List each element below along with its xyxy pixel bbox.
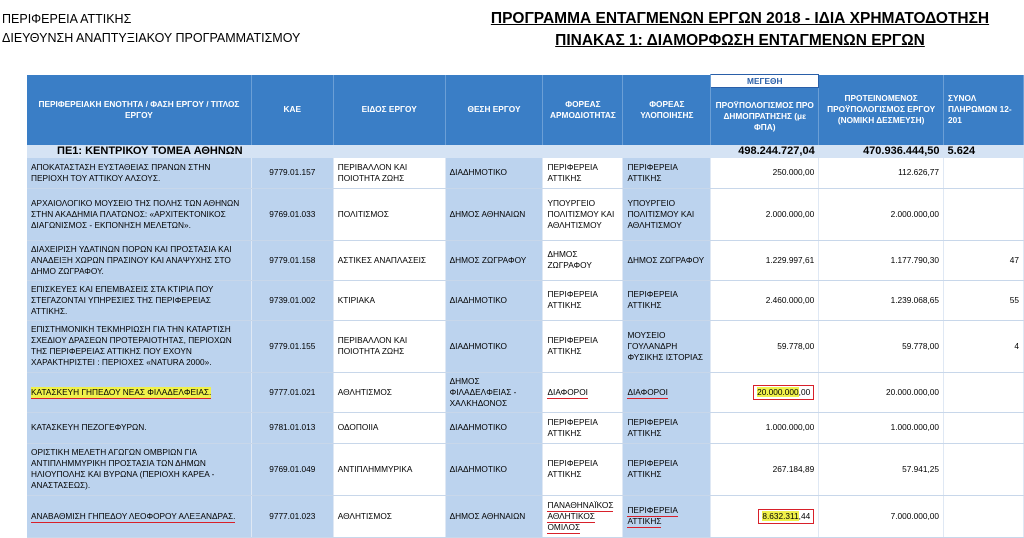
project-payments — [944, 158, 1024, 189]
project-kae: 9781.01.013 — [251, 412, 333, 443]
project-payments — [944, 412, 1024, 443]
project-payments — [944, 372, 1024, 412]
competent-underlined: ΠΑΝΑΘΗΝΑΪΚΟΣ ΑΘΛΗΤΙΚΟΣ ΟΜΙΛΟΣ — [547, 499, 614, 532]
project-type: ΑΣΤΙΚΕΣ ΑΝΑΠΛΑΣΕΙΣ — [333, 240, 445, 280]
project-competent: ΠΕΡΙΦΕΡΕΙΑ ΑΤΤΙΚΗΣ — [543, 280, 623, 320]
project-title — [27, 372, 251, 412]
table-row — [27, 158, 1024, 189]
project-budget: 250.000,00 — [711, 158, 819, 189]
project-location: ΔΙΑΔΗΜΟΤΙΚΟ — [445, 320, 543, 372]
project-proposed: 2.000.000,00 — [819, 188, 944, 240]
project-competent: ΠΕΡΙΦΕΡΕΙΑ ΑΤΤΙΚΗΣ — [543, 320, 623, 372]
project-title: ΑΠΟΚΑΤΑΣΤΑΣΗ ΕΥΣΤΑΘΕΙΑΣ ΠΡΑΝΩΝ ΣΤΗΝ ΠΕΡΙΟΧΗ ΤΟΥ ΑΤΤΙΚΟΥ ΑΛΣΟΥΣ. — [27, 158, 251, 189]
project-type: ΑΘΛΗΤΙΣΜΟΣ — [333, 495, 445, 537]
project-implementer: ΥΠΟΥΡΓΕΙΟ ΠΟΛΙΤΙΣΜΟΥ ΚΑΙ ΑΘΛΗΤΙΣΜΟΥ — [623, 188, 711, 240]
project-location: ΔΙΑΔΗΜΟΤΙΚΟ — [445, 280, 543, 320]
region-name: ΠΕΡΙΦΕΡΕΙΑ ΑΤΤΙΚΗΣ — [2, 12, 132, 26]
project-title: ΕΠΙΣΤΗΜΟΝΙΚΗ ΤΕΚΜΗΡΙΩΣΗ ΓΙΑ ΤΗΝ ΚΑΤΑΡΤΙΣΗ ΣΧΕΔΙΟΥ ΔΡΑΣΕΩΝ ΠΡΟΤΕΡΑΙΟΤΗΤΑΣ, ΠΕΡΙΟΧΩΝ ΤΗΣ ΠΕΡΙΦΕΡΕΙΑΣ ΑΤΤΙΚΗΣ ΠΟΥ ΕΧΟΥΝ ΧΑΡΑΚΤΗΡΙΣΤΕΙ : ΠΕΡΙΟΧΕΣ «NATURA 2000». — [27, 320, 251, 372]
project-kae: 9779.01.158 — [251, 240, 333, 280]
project-type: ΠΕΡΙΒΑΛΛΟΝ ΚΑΙ ΠΟΙΟΤΗΤΑ ΖΩΗΣ — [333, 158, 445, 189]
project-proposed: 7.000.000,00 — [819, 495, 944, 537]
project-title: ΟΡΙΣΤΙΚΗ ΜΕΛΕΤΗ ΑΓΩΓΩΝ ΟΜΒΡΙΩΝ ΓΙΑ ΑΝΤΙΠΛΗΜΜΥΡΙΚΗ ΠΡΟΣΤΑΣΙΑ ΤΩΝ ΔΗΜΩΝ ΗΛΙΟΥΠΟΛΗΣ ΚΑΙ ΒΥΡΩΝΑ (ΠΕΡΙΟΧΗ ΚΑΡΕΑ - ΑΝΑΣΤΑΣΕΩΣ). — [27, 443, 251, 495]
col-header-budget: ΠΡΟΫΠΟΛΟΓΙΣΜΟΣ ΠΡΟ ΔΗΜΟΠΡΑΤΗΣΗΣ (με ΦΠΑ) — [711, 88, 819, 145]
project-proposed: 20.000.000,00 — [819, 372, 944, 412]
project-budget: 1.229.997,61 — [711, 240, 819, 280]
project-competent — [543, 372, 623, 412]
project-kae: 9739.01.002 — [251, 280, 333, 320]
col-header-payments: ΣΥΝΟΛ ΠΛΗΡΩΜΩΝ 12-201 — [944, 75, 1024, 145]
project-title — [27, 495, 251, 537]
project-payments: 47 — [944, 240, 1024, 280]
project-location: ΔΙΑΔΗΜΟΤΙΚΟ — [445, 443, 543, 495]
project-kae: 9779.01.155 — [251, 320, 333, 372]
project-kae: 9769.01.049 — [251, 443, 333, 495]
project-competent: ΠΕΡΙΦΕΡΕΙΑ ΑΤΤΙΚΗΣ — [543, 412, 623, 443]
project-location: ΔΗΜΟΣ ΖΩΓΡΑΦΟΥ — [445, 240, 543, 280]
project-payments: 4 — [944, 320, 1024, 372]
project-budget: 1.000.000,00 — [711, 412, 819, 443]
project-budget: 2.000.000,00 — [711, 188, 819, 240]
underlined-title: ΑΝΑΒΑΘΜΙΣΗ ΓΗΠΕΔΟΥ ΛΕΟΦΟΡΟΥ ΑΛΕΞΑΝΔΡΑΣ. — [31, 510, 236, 521]
document-title — [420, 8, 1024, 52]
project-title: ΚΑΤΑΣΚΕΥΗ ΠΕΖΟΓΕΦΥΡΩΝ. — [27, 412, 251, 443]
project-budget — [711, 372, 819, 412]
project-location: ΔΗΜΟΣ ΑΘΗΝΑΙΩΝ — [445, 495, 543, 537]
project-title: ΑΡΧΑΙΟΛΟΓΙΚΟ ΜΟΥΣΕΙΟ ΤΗΣ ΠΟΛΗΣ ΤΩΝ ΑΘΗΝΩΝ ΣΤΗΝ ΑΚΑΔΗΜΙΑ ΠΛΑΤΩΝΟΣ: «ΑΡΧΙΤΕΚΤΟΝΙΚΟΣ ΔΙΑΓΩΝΙΣΜΟΣ - ΕΚΠΟΝΗΣΗ ΜΕΛΕΤΩΝ». — [27, 188, 251, 240]
project-implementer: ΠΕΡΙΦΕΡΕΙΑ ΑΤΤΙΚΗΣ — [623, 158, 711, 189]
project-kae: 9769.01.033 — [251, 188, 333, 240]
project-competent — [543, 495, 623, 537]
project-payments: 55 — [944, 280, 1024, 320]
section-label: ΠΕ1: ΚΕΝΤΡΙΚΟΥ ΤΟΜΕΑ ΑΘΗΝΩΝ — [27, 145, 711, 158]
project-title: ΔΙΑΧΕΙΡΙΣΗ ΥΔΑΤΙΝΩΝ ΠΟΡΩΝ ΚΑΙ ΠΡΟΣΤΑΣΙΑ ΚΑΙ ΑΝΑΔΕΙΞΗ ΧΩΡΩΝ ΠΡΑΣΙΝΟΥ ΚΑΙ ΑΝΑΨΥΧΗΣ ΣΤΟ ΔΗΜΟ ΖΩΓΡΑΦΟΥ. — [27, 240, 251, 280]
project-budget: 59.778,00 — [711, 320, 819, 372]
project-type: ΑΝΤΙΠΛΗΜΜΥΡΙΚΑ — [333, 443, 445, 495]
project-title: ΕΠΙΣΚΕΥΕΣ ΚΑΙ ΕΠΕΜΒΑΣΕΙΣ ΣΤΑ ΚΤΙΡΙΑ ΠΟΥ ΣΤΕΓΑΖΟΝΤΑΙ ΥΠΗΡΕΣΙΕΣ ΤΗΣ ΠΕΡΙΦΕΡΕΙΑΣ ΑΤΤΙΚΗΣ. — [27, 280, 251, 320]
budget-highlight-box — [758, 509, 814, 524]
projects-table — [27, 74, 1024, 538]
section-budget: 498.244.727,04 — [711, 145, 819, 158]
project-competent: ΔΗΜΟΣ ΖΩΓΡΑΦΟΥ — [543, 240, 623, 280]
col-header-unit: ΠΕΡΙΦΕΡΕΙΑΚΗ ΕΝΟΤΗΤΑ / ΦΑΣΗ ΕΡΓΟΥ / ΤΙΤΛΟΣ ΕΡΓΟΥ — [27, 75, 251, 145]
budget-decimal-part: ,00 — [798, 386, 811, 397]
project-type: ΠΕΡΙΒΑΛΛΟΝ ΚΑΙ ΠΟΙΟΤΗΤΑ ΖΩΗΣ — [333, 320, 445, 372]
project-location: ΔΙΑΔΗΜΟΤΙΚΟ — [445, 158, 543, 189]
budget-highlighted-part: 8.632.311 — [762, 510, 799, 521]
table-row — [27, 443, 1024, 495]
col-group-sizes: ΜΕΓΕΘΗ — [711, 75, 819, 88]
project-kae: 9777.01.023 — [251, 495, 333, 537]
highlighted-title: ΚΑΤΑΣΚΕΥΗ ΓΗΠΕΔΟΥ ΝΕΑΣ ΦΙΛΑΔΕΛΦΕΙΑΣ. — [31, 386, 212, 397]
project-proposed: 57.941,25 — [819, 443, 944, 495]
project-competent: ΠΕΡΙΦΕΡΕΙΑ ΑΤΤΙΚΗΣ — [543, 158, 623, 189]
section-payments: 5.624 — [944, 145, 1024, 158]
project-proposed: 1.239.068,65 — [819, 280, 944, 320]
project-location: ΔΙΑΔΗΜΟΤΙΚΟ — [445, 412, 543, 443]
project-type: ΚΤΙΡΙΑΚΑ — [333, 280, 445, 320]
table-row — [27, 372, 1024, 412]
program-title: ΠΡΟΓΡΑΜΜΑ ΕΝΤΑΓΜΕΝΩΝ ΕΡΓΩΝ 2018 - ΙΔΙΑ ΧΡΗΜΑΤΟΔΟΤΗΣΗ — [490, 10, 990, 27]
table-row — [27, 240, 1024, 280]
table-row — [27, 188, 1024, 240]
organization-header — [2, 10, 300, 48]
section-proposed: 470.936.444,50 — [819, 145, 944, 158]
project-proposed: 59.778,00 — [819, 320, 944, 372]
col-header-kae: ΚΑΕ — [251, 75, 333, 145]
project-proposed: 1.000.000,00 — [819, 412, 944, 443]
budget-decimal-part: ,44 — [798, 510, 811, 521]
project-implementer: ΠΕΡΙΦΕΡΕΙΑ ΑΤΤΙΚΗΣ — [623, 280, 711, 320]
project-budget — [711, 495, 819, 537]
table-row — [27, 412, 1024, 443]
project-location: ΔΗΜΟΣ ΑΘΗΝΑΙΩΝ — [445, 188, 543, 240]
budget-highlighted-part: 20.000.000 — [757, 386, 799, 397]
col-header-proposed: ΠΡΟΤΕΙΝΟΜΕΝΟΣ ΠΡΟΫΠΟΛΟΓΙΣΜΟΣ ΕΡΓΟΥ (ΝΟΜΙΚΗ ΔΕΣΜΕΥΣΗ) — [819, 75, 944, 145]
project-payments — [944, 495, 1024, 537]
table-row — [27, 280, 1024, 320]
project-kae: 9777.01.021 — [251, 372, 333, 412]
project-implementer — [623, 372, 711, 412]
project-payments — [944, 443, 1024, 495]
project-implementer: ΔΗΜΟΣ ΖΩΓΡΑΦΟΥ — [623, 240, 711, 280]
project-budget: 267.184,89 — [711, 443, 819, 495]
project-proposed: 1.177.790,30 — [819, 240, 944, 280]
project-competent: ΥΠΟΥΡΓΕΙΟ ΠΟΛΙΤΙΣΜΟΥ ΚΑΙ ΑΘΛΗΤΙΣΜΟΥ — [543, 188, 623, 240]
section-row — [27, 145, 1024, 158]
directorate-name: ΔΙΕΥΘΥΝΣΗ ΑΝΑΠΤΥΞΙΑΚΟΥ ΠΡΟΓΡΑΜΜΑΤΙΣΜΟΥ — [2, 31, 301, 45]
implementer-underlined: ΠΕΡΙΦΕΡΕΙΑ ΑΤΤΙΚΗΣ — [627, 505, 678, 526]
project-proposed: 112.626,77 — [819, 158, 944, 189]
table-title: ΠΙΝΑΚΑΣ 1: ΔΙΑΜΟΡΦΩΣΗ ΕΝΤΑΓΜΕΝΩΝ ΕΡΓΩΝ — [555, 32, 925, 49]
competent-underlined: ΔΙΑΦΟΡΟΙ — [547, 386, 588, 397]
project-competent: ΠΕΡΙΦΕΡΕΙΑ ΑΤΤΙΚΗΣ — [543, 443, 623, 495]
project-kae: 9779.01.157 — [251, 158, 333, 189]
col-header-type: ΕΙΔΟΣ ΕΡΓΟΥ — [333, 75, 445, 145]
col-header-implementer: ΦΟΡΕΑΣ ΥΛΟΠΟΙΗΣΗΣ — [623, 75, 711, 145]
project-location: ΔΗΜΟΣ ΦΙΛΑΔΕΛΦΕΙΑΣ - ΧΑΛΚΗΔΟΝΟΣ — [445, 372, 543, 412]
col-header-location: ΘΕΣΗ ΕΡΓΟΥ — [445, 75, 543, 145]
project-payments — [944, 188, 1024, 240]
project-type: ΠΟΛΙΤΙΣΜΟΣ — [333, 188, 445, 240]
project-budget: 2.460.000,00 — [711, 280, 819, 320]
budget-highlight-box — [753, 385, 814, 400]
project-implementer — [623, 495, 711, 537]
project-type: ΟΔΟΠΟΙΙΑ — [333, 412, 445, 443]
table-row — [27, 320, 1024, 372]
project-implementer: ΠΕΡΙΦΕΡΕΙΑ ΑΤΤΙΚΗΣ — [623, 412, 711, 443]
project-type: ΑΘΛΗΤΙΣΜΟΣ — [333, 372, 445, 412]
table-row — [27, 495, 1024, 537]
col-header-competent: ΦΟΡΕΑΣ ΑΡΜΟΔΙΟΤΗΤΑΣ — [543, 75, 623, 145]
project-implementer: ΠΕΡΙΦΕΡΕΙΑ ΑΤΤΙΚΗΣ — [623, 443, 711, 495]
project-implementer: ΜΟΥΣΕΙΟ ΓΟΥΛΑΝΔΡΗ ΦΥΣΙΚΗΣ ΙΣΤΟΡΙΑΣ — [623, 320, 711, 372]
implementer-underlined: ΔΙΑΦΟΡΟΙ — [627, 386, 668, 397]
